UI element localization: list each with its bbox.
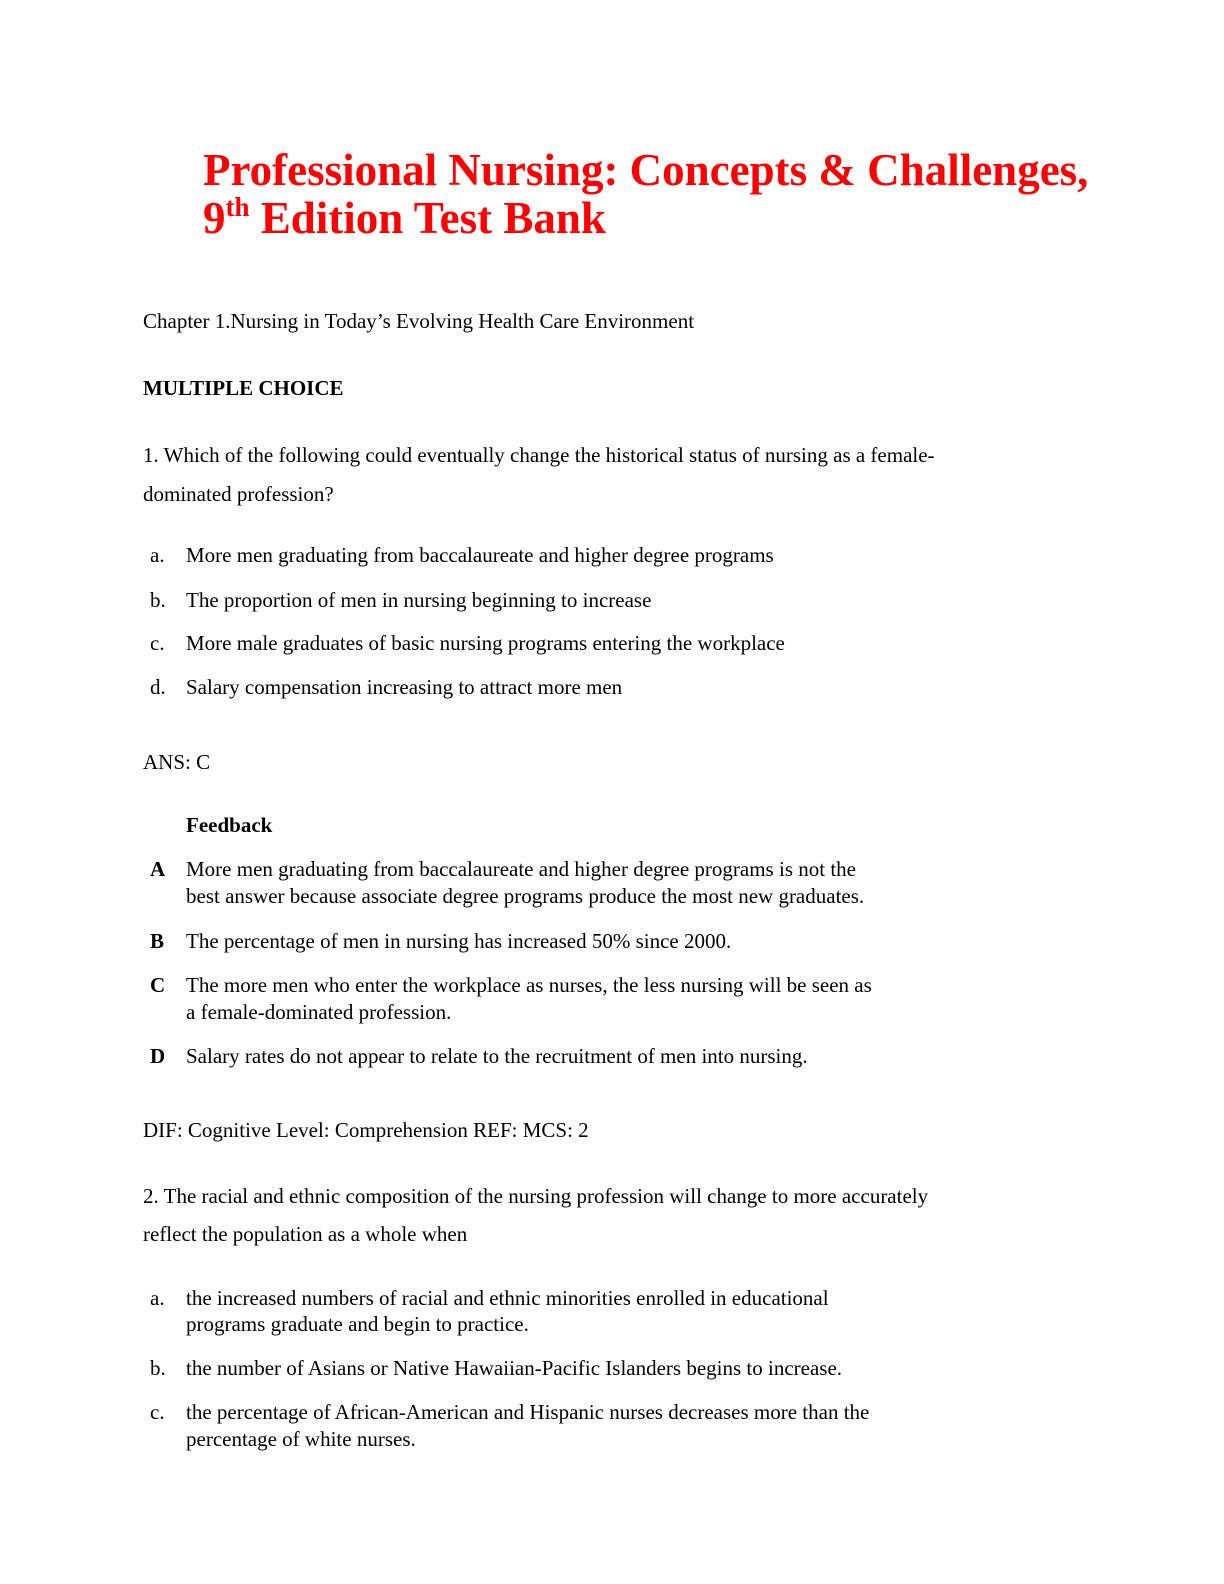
- document-title-line1: Professional Nursing: Concepts & Challenges,: [203, 145, 1089, 195]
- feedback-text: best answer because associate degree programs produce the most new graduates.: [186, 884, 865, 908]
- edition-number: 9: [203, 193, 226, 243]
- chapter-heading: Chapter 1.Nursing in Today’s Evolving Health Care Environment: [143, 309, 695, 333]
- option-text: The proportion of men in nursing beginning to increase: [186, 588, 652, 612]
- option-text: More male graduates of basic nursing programs entering the workplace: [186, 631, 785, 655]
- answer: ANS: C: [143, 750, 211, 774]
- option-letter: b.: [150, 1356, 166, 1380]
- question-2-stem-line2: reflect the population as a whole when: [143, 1222, 468, 1246]
- question-1-stem-line1: 1. Which of the following could eventually change the historical status of nursing as a female-: [143, 443, 935, 467]
- edition-title-rest: Edition Test Bank: [249, 193, 606, 243]
- option-letter: b.: [150, 588, 166, 612]
- question-2-stem-line1: 2. The racial and ethnic composition of the nursing profession will change to more accurately: [143, 1184, 929, 1208]
- feedback-text: Salary rates do not appear to relate to the recruitment of men into nursing.: [186, 1044, 808, 1068]
- option-text: percentage of white nurses.: [186, 1427, 416, 1451]
- feedback-letter: D: [150, 1044, 166, 1068]
- option-text: Salary compensation increasing to attract more men: [186, 675, 623, 699]
- option-letter: a.: [150, 543, 165, 567]
- feedback-letter: A: [150, 857, 166, 881]
- question-1-meta: DIF: Cognitive Level: Comprehension REF: MCS: 2: [143, 1118, 589, 1142]
- feedback-text: More men graduating from baccalaureate and higher degree programs is not the: [186, 857, 856, 881]
- option-text: More men graduating from baccalaureate and higher degree programs: [186, 543, 774, 567]
- document-title-line2: [203, 192, 606, 248]
- feedback-letter: C: [150, 973, 166, 997]
- feedback-letter: B: [150, 929, 165, 953]
- edition-suffix: th: [225, 192, 250, 222]
- option-letter: c.: [150, 631, 165, 655]
- question-1-stem-line2: dominated profession?: [143, 482, 334, 506]
- feedback-text: The percentage of men in nursing has increased 50% since 2000.: [186, 929, 732, 953]
- option-letter: c.: [150, 1400, 165, 1424]
- option-text: programs graduate and begin to practice.: [186, 1312, 529, 1336]
- feedback-text: The more men who enter the workplace as nurses, the less nursing will be seen as: [186, 973, 872, 997]
- feedback-text: a female-dominated profession.: [186, 1000, 452, 1024]
- section-heading: MULTIPLE CHOICE: [143, 376, 344, 400]
- option-text: the percentage of African-American and Hispanic nurses decreases more than the: [186, 1400, 870, 1424]
- feedback-heading: Feedback: [186, 813, 273, 837]
- option-letter: d.: [150, 675, 166, 699]
- option-letter: a.: [150, 1286, 165, 1310]
- option-text: the number of Asians or Native Hawaiian-Pacific Islanders begins to increase.: [186, 1356, 843, 1380]
- option-text: the increased numbers of racial and ethnic minorities enrolled in educational: [186, 1286, 829, 1310]
